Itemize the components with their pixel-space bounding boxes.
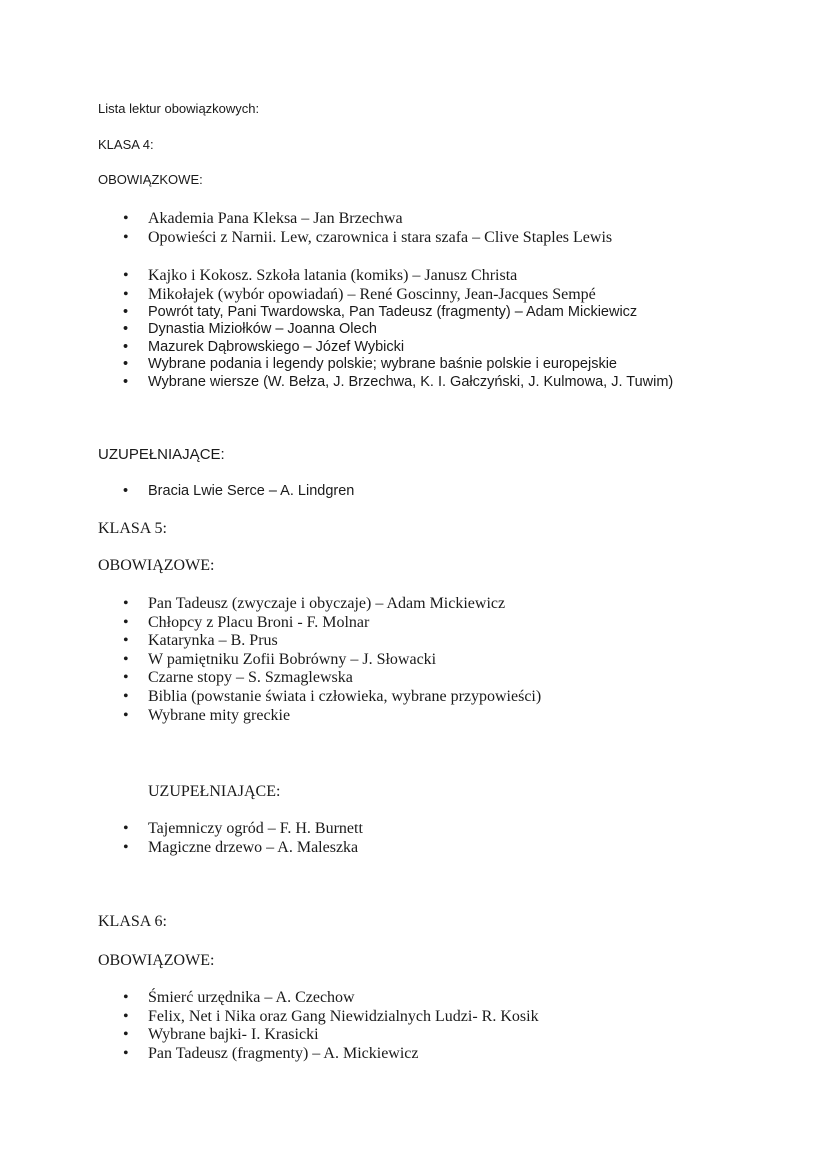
bullet-icon: • <box>123 228 129 246</box>
list-item <box>98 267 596 286</box>
book-title: Akademia Pana Kleksa – Jan Brzechwa <box>148 210 403 227</box>
bullet-icon: • <box>123 838 129 856</box>
book-title: Opowieści z Narnii. Lew, czarownica i stara szafa – Clive Staples Lewis <box>148 228 613 246</box>
klasa6-required-heading: OBOWIĄZOWE: <box>98 952 215 969</box>
list-item <box>98 688 541 707</box>
bullet-icon: • <box>123 1044 129 1062</box>
book-title: Wybrane podania i legendy polskie; wybrane baśnie polskie i europejskie <box>148 356 617 373</box>
bullet-icon: • <box>123 338 129 355</box>
bullet-icon: • <box>123 321 129 338</box>
bullet-icon: • <box>123 669 129 687</box>
book-title: W pamiętniku Zofii Bobrówny – J. Słowacki <box>148 650 437 668</box>
list-item <box>98 1026 539 1045</box>
book-title: Wybrane bajki- I. Krasicki <box>148 1026 319 1044</box>
list-item <box>98 483 354 500</box>
book-title: Biblia (powstanie świata i człowieka, wybrane przypowieści) <box>148 687 542 705</box>
bullet-icon: • <box>123 595 129 612</box>
bullet-icon: • <box>123 304 129 320</box>
list-item <box>98 321 673 338</box>
bullet-icon: • <box>123 632 129 650</box>
book-title: Kajko i Kokosz. Szkoła latania (komiks) – Janusz Christa <box>148 267 518 284</box>
book-title: Pan Tadeusz (fragmenty) – A. Mickiewicz <box>148 1044 419 1062</box>
list-item <box>98 1045 539 1064</box>
bullet-icon: • <box>123 706 129 724</box>
list-item <box>98 820 363 839</box>
book-title: Wybrane wiersze (W. Bełza, J. Brzechwa, K. I. Gałczyński, J. Kulmowa, J. Tuwim) <box>148 373 674 390</box>
list-item <box>98 210 612 229</box>
list-item <box>98 1008 539 1027</box>
bullet-icon: • <box>123 1026 129 1044</box>
klasa4-required-list-1 <box>98 210 612 247</box>
bullet-icon: • <box>123 285 129 303</box>
book-title: Felix, Net i Nika oraz Gang Niewidzialnych Ludzi- R. Kosik <box>148 1007 539 1025</box>
list-item <box>98 669 541 688</box>
klasa4-required-list-3 <box>98 304 673 391</box>
book-title: Śmierć urzędnika – A. Czechow <box>148 989 355 1006</box>
book-title: Powrót taty, Pani Twardowska, Pan Tadeusz (fragmenty) – Adam Mickiewicz <box>148 304 638 320</box>
list-item <box>98 632 541 651</box>
klasa5-heading: KLASA 5: <box>98 520 167 537</box>
book-title: Mazurek Dąbrowskiego – Józef Wybicki <box>148 338 405 355</box>
klasa6-heading: KLASA 6: <box>98 913 167 930</box>
bullet-icon: • <box>123 356 129 373</box>
klasa6-required-list <box>98 989 539 1063</box>
document-title: Lista lektur obowiązkowych: <box>98 101 260 116</box>
book-title: Dynastia Miziołków – Joanna Olech <box>148 321 377 338</box>
bullet-icon: • <box>123 687 129 705</box>
book-title: Katarynka – B. Prus <box>148 632 278 650</box>
list-item <box>98 989 539 1008</box>
klasa5-required-heading: OBOWIĄZOWE: <box>98 557 215 574</box>
klasa5-required-list <box>98 595 541 725</box>
bullet-icon: • <box>123 613 129 631</box>
klasa4-required-list-2 <box>98 267 596 304</box>
bullet-icon: • <box>123 210 129 227</box>
list-item <box>98 286 596 305</box>
bullet-icon: • <box>123 373 129 390</box>
list-item <box>98 614 541 633</box>
list-item <box>98 229 612 248</box>
list-item <box>98 707 541 726</box>
book-title: Mikołajek (wybór opowiadań) – René Goscinny, Jean-Jacques Sempé <box>148 285 596 303</box>
bullet-icon: • <box>123 650 129 668</box>
book-title: Chłopcy z Placu Broni - F. Molnar <box>148 613 370 631</box>
list-item <box>98 339 673 356</box>
bullet-icon: • <box>123 267 129 284</box>
list-item <box>98 356 673 373</box>
book-title: Magiczne drzewo – A. Maleszka <box>148 838 359 856</box>
book-title: Tajemniczy ogród – F. H. Burnett <box>148 820 363 837</box>
klasa4-supplementary-heading: UZUPEŁNIAJĄCE: <box>98 446 225 463</box>
klasa5-supplementary-heading: UZUPEŁNIAJĄCE: <box>148 783 281 800</box>
bullet-icon: • <box>123 820 129 837</box>
book-title: Wybrane mity greckie <box>148 706 291 724</box>
list-item <box>98 304 673 321</box>
klasa4-heading: KLASA 4: <box>98 137 154 152</box>
klasa4-supplementary-list <box>98 483 354 500</box>
list-item <box>98 595 541 614</box>
klasa5-supplementary-list <box>98 820 363 857</box>
book-title: Bracia Lwie Serce – A. Lindgren <box>148 483 355 499</box>
list-item <box>98 651 541 670</box>
book-title: Czarne stopy – S. Szmaglewska <box>148 669 353 687</box>
list-item <box>98 374 673 391</box>
bullet-icon: • <box>123 989 129 1006</box>
bullet-icon: • <box>123 483 129 499</box>
list-item <box>98 839 363 858</box>
bullet-icon: • <box>123 1007 129 1025</box>
book-title: Pan Tadeusz (zwyczaje i obyczaje) – Adam Mickiewicz <box>148 595 506 612</box>
klasa4-required-heading: OBOWIĄZKOWE: <box>98 172 203 187</box>
